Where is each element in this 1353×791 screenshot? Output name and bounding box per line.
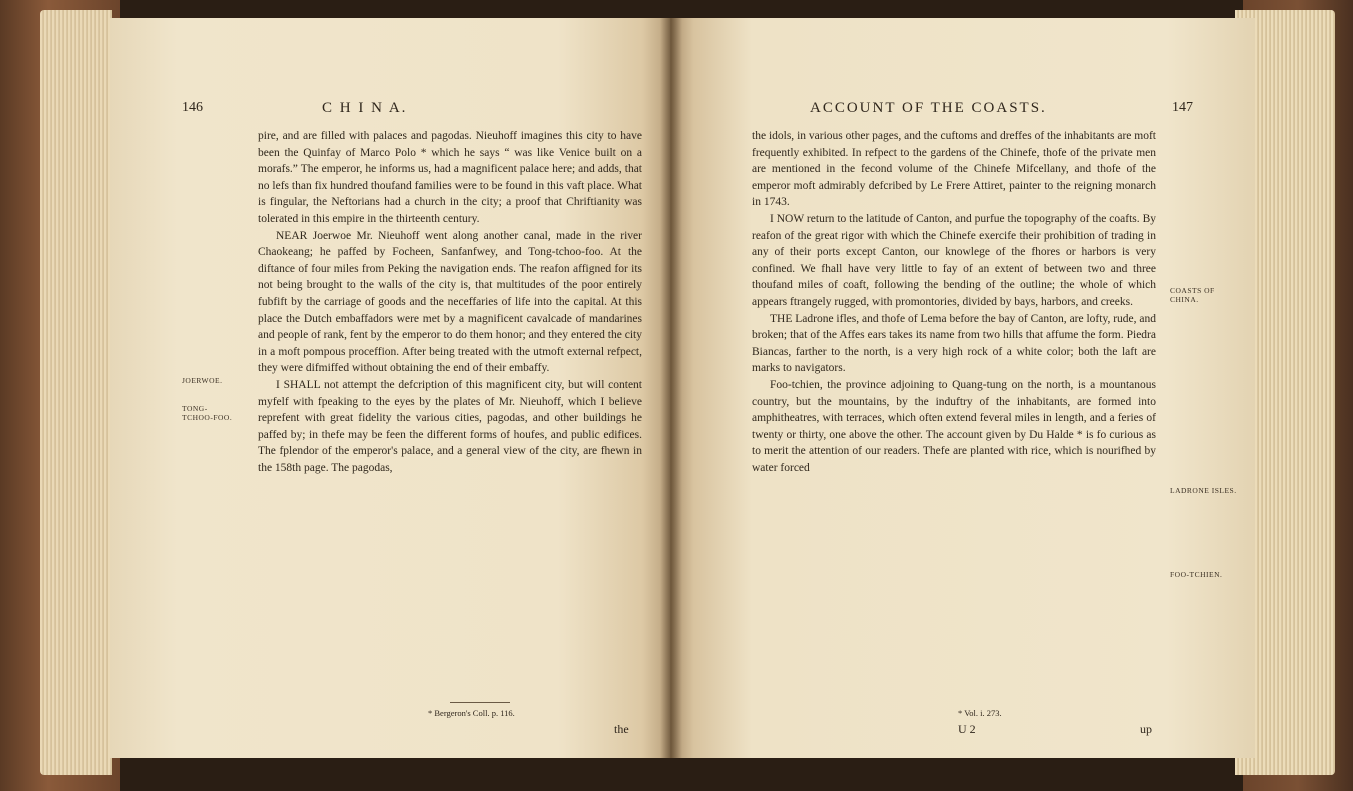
left-running-head: C H I N A. (322, 100, 408, 116)
gutter-shadow (660, 18, 682, 758)
left-body-text (258, 128, 642, 476)
left-marginal-note-2: TONG-TCHOO-FOO. (182, 404, 233, 422)
right-marginal-note-3: FOO-TCHIEN. (1170, 570, 1223, 579)
right-marginal-note-1: COASTS OF CHINA. (1170, 286, 1215, 304)
right-running-head: ACCOUNT OF THE COASTS. (810, 100, 1047, 116)
paragraph: pire, and are filled with palaces and pagodas. Nieuhoff imagines this city to have been the Quinfay of Marco Polo * which he says “ was like Venice built on a morafs.” The emperor, he informs us, had a magnificent palace here; and adds, that no lefs than fix hundred thoufand families were to be found in this vaft place. What is fingular, the Neftorians had a church in the city; a proof that Chriftianity was tolerated in this empire in the thirteenth century. (258, 130, 642, 225)
paragraph: THE Ladrone ifles, and thofe of Lema before the bay of Canton, are lofty, rude, and broken; that of the Affes ears takes its name from two hills that affume the form. Piedra Biancas, farther to the north, is a very high rock of a white color; both the laft are marks to navigators. (752, 312, 1156, 375)
right-catchword: up (1140, 722, 1152, 736)
paragraph: I SHALL not attempt the defcription of this magnificent city, but will content myfelf with fpeaking to the eyes by the plates of Mr. Nieuhoff, which I believe reprefent with great fidelity the various cities, pagodas, and other buildings he paffed by; in thefe may be feen the different forms of houfes, and public edifices. The fplendor of the emperor's palace, and a general view of the city, are fhewn in the 158th page. The pagodas, (258, 378, 642, 474)
right-body-text (752, 128, 1156, 476)
right-footnote: * Vol. i. 273. (958, 708, 1002, 718)
right-page-number: 147 (1172, 100, 1193, 115)
left-marginal-note-1: JOERWOE. (182, 376, 223, 385)
paragraph: Foo-tchien, the province adjoining to Quang-tung on the north, is a mountanous country, but the mountains, by the induftry of the inhabitants, are formed into amphitheatres, with terraces, which often extend feveral miles in length, and a feries of twenty or thirty, one above the other. The account given by Du Halde * is fo curious as to merit the attention of our readers. Thefe are planted with rice, which is nourifhed by water forced (752, 378, 1156, 474)
left-catchword: the (614, 722, 629, 736)
left-footnote: * Bergeron's Coll. p. 116. (428, 708, 515, 718)
left-page-edges (40, 10, 112, 775)
paragraph: the idols, in various other pages, and the cuftoms and dreffes of the inhabitants are moft frequently exhibited. In refpect to the gardens of the Chinefe, thofe of the private men are mentioned in the fecond volume of the Chinefe Mifcellany, and thofe of the emperor moft admirably defcribed by Le Frere Attiret, painter to the reigning monarch in 1743. (752, 130, 1156, 209)
paragraph: I NOW return to the latitude of Canton, and purfue the topography of the coafts. By reafon of the great rigor with which the Chinefe exercife their prohibition of trading in any of their ports except Canton, our knowlege of the fhores or harbors is very confined. We fhall have very little to fay of an extent of between two and three thoufand miles of coaft, following the bending of the outline; the whole of which appears ftrangely rugged, with promontories, divided by bays, harbors, and creeks. (752, 212, 1156, 308)
left-page-number: 146 (182, 100, 203, 115)
signature-mark: U 2 (958, 722, 976, 736)
right-marginal-note-2: LADRONE ISLES. (1170, 486, 1237, 495)
paragraph: NEAR Joerwoe Mr. Nieuhoff went along another canal, made in the river Chaokeang; he paffed by Focheen, Sanfanfwey, and Tong-tchoo-foo. At the diftance of four miles from Peking the navigation ends. The reafon affigned for its not being brought to the walls of the city is, that multitudes of the poor entirely fubfift by the carriage of goods and the neceffaries of life into the capital. At this place the Dutch embaffadors were met by a magnificent cavalcade of mandarines and people of rank, fent by the emperor to do them honor; and they entered the city in a moft pompous proceffion. After being treated with the utmoft external refpect, they were difmiffed without obtaining the end of their embaffy. (258, 229, 642, 375)
footnote-rule (450, 702, 510, 703)
